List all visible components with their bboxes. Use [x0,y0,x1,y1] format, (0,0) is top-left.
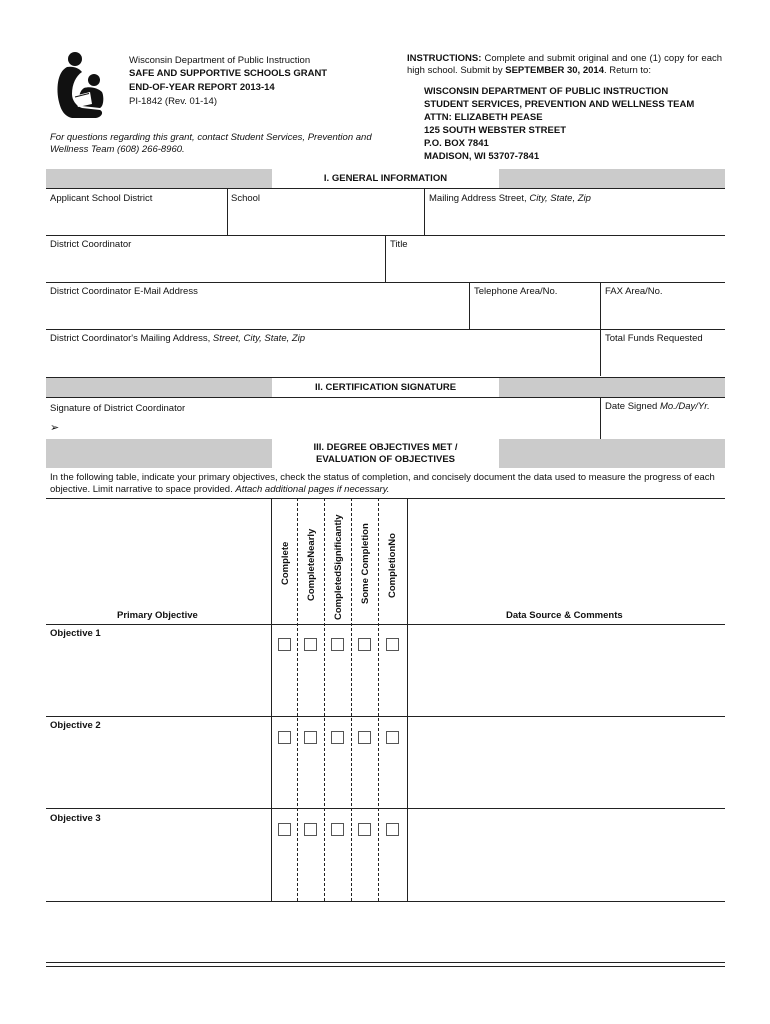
section-objectives-title: III. DEGREE OBJECTIVES MET / EVALUATION OF OBJECTIVES [313,441,458,465]
address-line: ATTN: ELIZABETH PEASE [424,112,543,123]
status-header-complete: Complete [280,541,291,585]
objective-3-comments[interactable] [408,810,725,900]
objective-3-nearly-checkbox[interactable] [304,823,317,836]
district-coordinator-label: District Coordinator [50,239,132,250]
applicant-district-label: Applicant School District [50,193,153,204]
title-label: Title [390,239,408,250]
school-field[interactable] [228,204,423,234]
date-signed-field[interactable] [601,416,725,438]
coord-mailing-label: District Coordinator's Mailing Address, Street, City, State, Zip [50,333,306,344]
address-line: STUDENT SERVICES, PREVENTION AND WELLNESS TEAM [424,99,695,110]
objective-1-label: Objective 1 [50,628,101,639]
primary-objective-header: Primary Objective [117,610,198,621]
email-field[interactable] [46,298,468,328]
instructions-label: INSTRUCTIONS: [407,53,482,64]
objective-2-significantly-checkbox[interactable] [331,731,344,744]
objective-2-some-checkbox[interactable] [358,731,371,744]
mailing-address-field[interactable] [425,204,725,234]
logo [52,50,114,120]
status-header-some: Some Completion [360,523,371,604]
instructions-text: Complete and submit original and one (1) copy for each high school. Submit by [407,53,723,76]
objective-1-nearly-checkbox[interactable] [304,638,317,651]
grant-title: SAFE AND SUPPORTIVE SCHOOLS GRANT [129,68,328,79]
district-coordinator-field[interactable] [46,251,384,281]
telephone-field[interactable] [470,298,599,328]
applicant-district-field[interactable] [46,204,226,234]
objective-3-no-checkbox[interactable] [386,823,399,836]
objective-1-comments[interactable] [408,626,725,714]
objective-2-nearly-checkbox[interactable] [304,731,317,744]
data-source-header: Data Source & Comments [506,610,623,621]
section-certification-title: II. CERTIFICATION SIGNATURE [314,381,457,393]
address-line: P.O. BOX 7841 [424,138,489,149]
fax-label: FAX Area/No. [605,286,663,297]
signature-arrow-icon: ➢ [50,422,60,434]
objective-2-no-checkbox[interactable] [386,731,399,744]
status-header-significantly: CompletedSignificantly [333,514,344,620]
status-header-nearly: CompleteNearly [306,528,317,601]
address-line: WISCONSIN DEPARTMENT OF PUBLIC INSTRUCTION [424,86,669,97]
date-signed-label: Date Signed Mo./Day/Yr. [605,401,710,412]
objective-1-significantly-checkbox[interactable] [331,638,344,651]
footer-rule [46,962,725,963]
fax-field[interactable] [601,298,725,328]
total-funds-label: Total Funds Requested [605,333,703,344]
report-title: END-OF-YEAR REPORT 2013-14 [129,82,275,93]
coord-mailing-field[interactable] [46,345,599,375]
school-label: School [231,193,261,204]
objective-3-significantly-checkbox[interactable] [331,823,344,836]
status-header-no: CompletionNo [387,533,398,598]
signature-label: Signature of District Coordinator [50,403,186,414]
objective-1-some-checkbox[interactable] [358,638,371,651]
objective-3-complete-checkbox[interactable] [278,823,291,836]
questions-note: For questions regarding this grant, contact Student Services, Prevention and Wellness Team (608) 266-8960. [50,132,372,155]
email-label: District Coordinator E-Mail Address [50,286,198,297]
objective-1-no-checkbox[interactable] [386,638,399,651]
return-address [424,85,694,163]
objective-1-complete-checkbox[interactable] [278,638,291,651]
objective-2-label: Objective 2 [50,720,101,731]
section-objectives-header [46,439,725,468]
objective-2-complete-checkbox[interactable] [278,731,291,744]
objective-1-field[interactable] [46,642,270,714]
objective-3-field[interactable] [46,827,270,899]
objective-2-field[interactable] [46,734,270,806]
section-general-title: I. GENERAL INFORMATION [323,172,448,184]
parent-child-reading-icon [52,50,114,120]
instructions-return: . Return to: [603,65,651,76]
telephone-label: Telephone Area/No. [474,286,558,297]
instructions-deadline: SEPTEMBER 30, 2014 [505,65,604,76]
agency-name: Wisconsin Department of Public Instruction [129,55,311,66]
objective-2-comments[interactable] [408,718,725,806]
address-line: MADISON, WI 53707-7841 [424,151,540,162]
objectives-instructions: In the following table, indicate your primary objectives, check the status of completion, and concisely document the data used to measure the progress of each objective. Limit narrative to space provided. Attach additional pages if necessary. [50,472,715,495]
title-field[interactable] [386,251,725,281]
objective-3-label: Objective 3 [50,813,101,824]
section-certification-header [46,378,725,397]
mailing-address-label: Mailing Address Street, City, State, Zip [429,193,591,204]
form-number: PI-1842 (Rev. 01-14) [129,96,218,107]
objective-3-some-checkbox[interactable] [358,823,371,836]
instructions [407,53,722,77]
total-funds-field[interactable] [601,345,725,375]
signature-field[interactable] [64,416,599,438]
address-line: 125 SOUTH WEBSTER STREET [424,125,566,136]
section-general-header [46,169,725,188]
